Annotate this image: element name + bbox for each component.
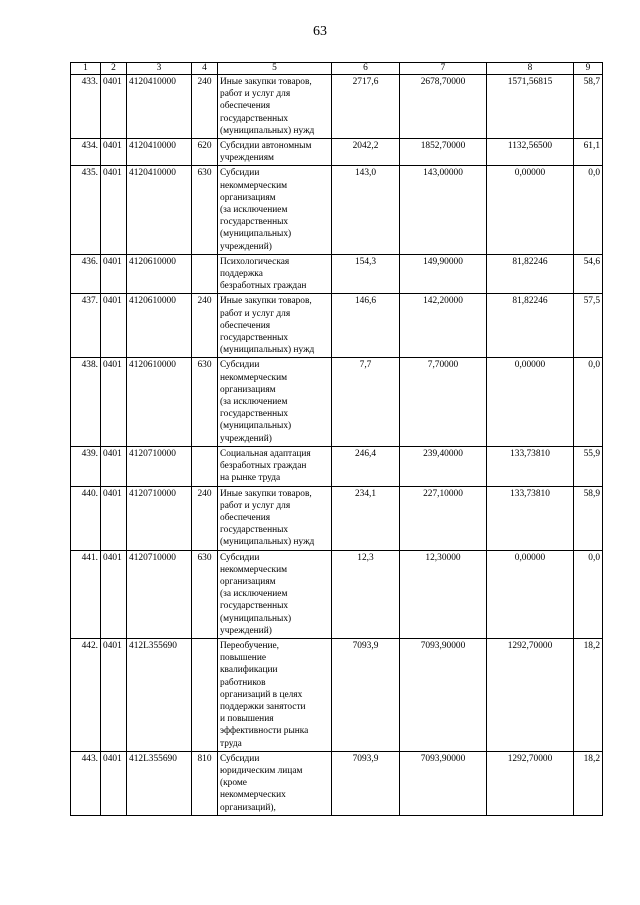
item-name-line: некоммерческим bbox=[220, 372, 288, 383]
column-header: 2 bbox=[101, 63, 127, 75]
item-name-cell bbox=[218, 294, 332, 358]
target-article-cell: 4120710000 bbox=[127, 550, 192, 638]
item-name-line: (муниципальных) bbox=[220, 229, 292, 240]
expense-type-cell: 630 bbox=[192, 358, 218, 446]
amount-col7-cell: 7093,90000 bbox=[400, 638, 487, 751]
item-name-line: государственных bbox=[220, 333, 289, 344]
item-name-line: (муниципальных) нужд bbox=[220, 537, 315, 548]
row-number-cell: 435. bbox=[71, 166, 101, 254]
item-name-line: организациям bbox=[220, 384, 276, 395]
column-header-row bbox=[71, 63, 603, 75]
section-code-cell: 0401 bbox=[101, 638, 127, 751]
item-name-line: (муниципальных) bbox=[220, 421, 292, 432]
amount-col7-cell: 7093,90000 bbox=[400, 751, 487, 815]
item-name-line: Субсидии bbox=[220, 168, 260, 179]
expense-type-cell bbox=[192, 638, 218, 751]
item-name-line: организаций), bbox=[220, 802, 276, 813]
item-name-line: государственных bbox=[220, 525, 289, 536]
column-header: 7 bbox=[400, 63, 487, 75]
amount-col8-cell: 1292,70000 bbox=[487, 638, 574, 751]
item-name-line: учреждениям bbox=[220, 153, 274, 164]
section-code-cell: 0401 bbox=[101, 75, 127, 139]
item-name-line: государственных bbox=[220, 409, 289, 420]
budget-table bbox=[70, 62, 603, 816]
amount-col7-cell: 143,00000 bbox=[400, 166, 487, 254]
amount-col6-cell: 143,0 bbox=[332, 166, 400, 254]
item-name-line: Субсидии bbox=[220, 552, 260, 563]
amount-col8-cell: 0,00000 bbox=[487, 358, 574, 446]
amount-col8-cell: 133,73810 bbox=[487, 446, 574, 486]
section-code-cell: 0401 bbox=[101, 486, 127, 550]
item-name-line: Иные закупки товаров, bbox=[220, 488, 312, 499]
item-name-line: некоммерческих bbox=[220, 790, 286, 801]
item-name-line: эффективности рынка bbox=[220, 726, 309, 737]
item-name-line: поддержка bbox=[220, 269, 263, 280]
amount-col6-cell: 146,6 bbox=[332, 294, 400, 358]
table-row bbox=[71, 550, 603, 638]
target-article-cell: 412L355690 bbox=[127, 751, 192, 815]
percent-cell: 18,2 bbox=[574, 638, 603, 751]
section-code-cell: 0401 bbox=[101, 358, 127, 446]
item-name-cell bbox=[218, 139, 332, 166]
table-body bbox=[71, 75, 603, 816]
expense-type-cell: 240 bbox=[192, 486, 218, 550]
item-name-cell bbox=[218, 358, 332, 446]
expense-type-cell: 630 bbox=[192, 550, 218, 638]
item-name-line: повышение bbox=[220, 653, 267, 664]
target-article-cell: 4120710000 bbox=[127, 446, 192, 486]
item-name-line: некоммерческим bbox=[220, 564, 288, 575]
item-name-line: обеспечения bbox=[220, 512, 271, 523]
item-name-line: организациям bbox=[220, 576, 276, 587]
expense-type-cell: 620 bbox=[192, 139, 218, 166]
amount-col8-cell: 81,82246 bbox=[487, 294, 574, 358]
column-header: 3 bbox=[127, 63, 192, 75]
target-article-cell: 4120710000 bbox=[127, 486, 192, 550]
column-header: 6 bbox=[332, 63, 400, 75]
item-name-cell bbox=[218, 638, 332, 751]
amount-col8-cell: 1132,56500 bbox=[487, 139, 574, 166]
row-number-cell: 438. bbox=[71, 358, 101, 446]
column-header: 5 bbox=[218, 63, 332, 75]
row-number-cell: 434. bbox=[71, 139, 101, 166]
section-code-cell: 0401 bbox=[101, 550, 127, 638]
item-name-line: безработных граждан bbox=[220, 461, 307, 472]
row-number-cell: 436. bbox=[71, 254, 101, 294]
item-name-line: (за исключением bbox=[220, 205, 288, 216]
page-number: 63 bbox=[313, 24, 327, 39]
column-header: 8 bbox=[487, 63, 574, 75]
item-name-line: работ и услуг для bbox=[220, 89, 291, 100]
amount-col6-cell: 7,7 bbox=[332, 358, 400, 446]
item-name-line: Иные закупки товаров, bbox=[220, 77, 312, 87]
table-row bbox=[71, 486, 603, 550]
amount-col6-cell: 2717,6 bbox=[332, 75, 400, 139]
item-name-line: (муниципальных) нужд bbox=[220, 125, 315, 136]
item-name-line: (за исключением bbox=[220, 589, 288, 600]
amount-col6-cell: 12,3 bbox=[332, 550, 400, 638]
amount-col8-cell: 0,00000 bbox=[487, 166, 574, 254]
item-name-line: и повышения bbox=[220, 714, 274, 725]
item-name-line: организаций в целях bbox=[220, 689, 303, 700]
row-number-cell: 443. bbox=[71, 751, 101, 815]
item-name-line: на рынке труда bbox=[220, 473, 281, 484]
amount-col7-cell: 239,40000 bbox=[400, 446, 487, 486]
item-name-line: квалификации bbox=[220, 665, 278, 676]
amount-col6-cell: 154,3 bbox=[332, 254, 400, 294]
item-name-line: учреждений) bbox=[220, 241, 272, 252]
percent-cell: 58,9 bbox=[574, 486, 603, 550]
amount-col7-cell: 7,70000 bbox=[400, 358, 487, 446]
amount-col6-cell: 246,4 bbox=[332, 446, 400, 486]
item-name-cell bbox=[218, 486, 332, 550]
section-code-cell: 0401 bbox=[101, 254, 127, 294]
item-name-line: Социальная адаптация bbox=[220, 448, 311, 459]
percent-cell: 0,0 bbox=[574, 358, 603, 446]
item-name-line: обеспечения bbox=[220, 320, 271, 331]
row-number-cell: 437. bbox=[71, 294, 101, 358]
item-name-line: Переобучение, bbox=[220, 640, 279, 651]
target-article-cell: 4120610000 bbox=[127, 254, 192, 294]
table-row bbox=[71, 751, 603, 815]
item-name-line: (за исключением bbox=[220, 397, 288, 408]
expense-type-cell bbox=[192, 446, 218, 486]
table-row bbox=[71, 638, 603, 751]
section-code-cell: 0401 bbox=[101, 166, 127, 254]
item-name-line: труда bbox=[220, 738, 242, 749]
item-name-line: Иные закупки товаров, bbox=[220, 296, 312, 307]
amount-col7-cell: 142,20000 bbox=[400, 294, 487, 358]
item-name-line: государственных bbox=[220, 601, 289, 612]
table-row bbox=[71, 166, 603, 254]
expense-type-cell bbox=[192, 254, 218, 294]
item-name-line: безработных граждан bbox=[220, 281, 307, 292]
amount-col6-cell: 234,1 bbox=[332, 486, 400, 550]
item-name-cell bbox=[218, 75, 332, 139]
amount-col6-cell: 7093,9 bbox=[332, 638, 400, 751]
expense-type-cell: 240 bbox=[192, 75, 218, 139]
table-row bbox=[71, 446, 603, 486]
percent-cell: 57,5 bbox=[574, 294, 603, 358]
table-row bbox=[71, 139, 603, 166]
item-name-line: (муниципальных) bbox=[220, 613, 292, 624]
item-name-line: государственных bbox=[220, 217, 289, 228]
target-article-cell: 4120610000 bbox=[127, 358, 192, 446]
percent-cell: 0,0 bbox=[574, 166, 603, 254]
target-article-cell: 4120410000 bbox=[127, 166, 192, 254]
row-number-cell: 440. bbox=[71, 486, 101, 550]
amount-col8-cell: 0,00000 bbox=[487, 550, 574, 638]
amount-col6-cell: 2042,2 bbox=[332, 139, 400, 166]
section-code-cell: 0401 bbox=[101, 294, 127, 358]
item-name-line: работ и услуг для bbox=[220, 308, 291, 319]
section-code-cell: 0401 bbox=[101, 751, 127, 815]
item-name-line: юридическим лицам bbox=[220, 765, 303, 776]
amount-col7-cell: 227,10000 bbox=[400, 486, 487, 550]
item-name-line: работников bbox=[220, 677, 266, 688]
section-code-cell: 0401 bbox=[101, 446, 127, 486]
percent-cell: 61,1 bbox=[574, 139, 603, 166]
item-name-line: Психологическая bbox=[220, 256, 290, 267]
item-name-line: работ и услуг для bbox=[220, 500, 291, 511]
item-name-line: поддержки занятости bbox=[220, 701, 306, 712]
amount-col7-cell: 149,90000 bbox=[400, 254, 487, 294]
row-number-cell: 433. bbox=[71, 75, 101, 139]
expense-type-cell: 240 bbox=[192, 294, 218, 358]
target-article-cell: 4120410000 bbox=[127, 75, 192, 139]
item-name-line: (кроме bbox=[220, 778, 247, 789]
item-name-cell bbox=[218, 166, 332, 254]
table-row bbox=[71, 294, 603, 358]
amount-col7-cell: 12,30000 bbox=[400, 550, 487, 638]
amount-col7-cell: 2678,70000 bbox=[400, 75, 487, 139]
row-number-cell: 442. bbox=[71, 638, 101, 751]
percent-cell: 54,6 bbox=[574, 254, 603, 294]
table-row bbox=[71, 358, 603, 446]
item-name-line: учреждений) bbox=[220, 433, 272, 444]
item-name-line: Субсидии bbox=[220, 360, 260, 371]
expense-type-cell: 630 bbox=[192, 166, 218, 254]
item-name-cell bbox=[218, 446, 332, 486]
expense-type-cell: 810 bbox=[192, 751, 218, 815]
item-name-cell bbox=[218, 254, 332, 294]
percent-cell: 18,2 bbox=[574, 751, 603, 815]
target-article-cell: 412L355690 bbox=[127, 638, 192, 751]
row-number-cell: 439. bbox=[71, 446, 101, 486]
item-name-line: обеспечения bbox=[220, 101, 271, 112]
item-name-line: учреждений) bbox=[220, 625, 272, 636]
target-article-cell: 4120610000 bbox=[127, 294, 192, 358]
amount-col8-cell: 1571,56815 bbox=[487, 75, 574, 139]
table-row bbox=[71, 75, 603, 139]
column-header: 1 bbox=[71, 63, 101, 75]
row-number-cell: 441. bbox=[71, 550, 101, 638]
amount-col8-cell: 1292,70000 bbox=[487, 751, 574, 815]
percent-cell: 58,7 bbox=[574, 75, 603, 139]
amount-col6-cell: 7093,9 bbox=[332, 751, 400, 815]
section-code-cell: 0401 bbox=[101, 139, 127, 166]
amount-col7-cell: 1852,70000 bbox=[400, 139, 487, 166]
item-name-line: Субсидии bbox=[220, 753, 260, 764]
item-name-line: (муниципальных) нужд bbox=[220, 345, 315, 356]
percent-cell: 0,0 bbox=[574, 550, 603, 638]
item-name-line: Субсидии автономным bbox=[220, 141, 312, 152]
item-name-line: государственных bbox=[220, 113, 289, 124]
item-name-cell bbox=[218, 751, 332, 815]
column-header: 9 bbox=[574, 63, 603, 75]
column-header: 4 bbox=[192, 63, 218, 75]
item-name-line: некоммерческим bbox=[220, 180, 288, 191]
amount-col8-cell: 81,82246 bbox=[487, 254, 574, 294]
percent-cell: 55,9 bbox=[574, 446, 603, 486]
target-article-cell: 4120410000 bbox=[127, 139, 192, 166]
item-name-line: организациям bbox=[220, 192, 276, 203]
item-name-cell bbox=[218, 550, 332, 638]
amount-col8-cell: 133,73810 bbox=[487, 486, 574, 550]
table-row bbox=[71, 254, 603, 294]
